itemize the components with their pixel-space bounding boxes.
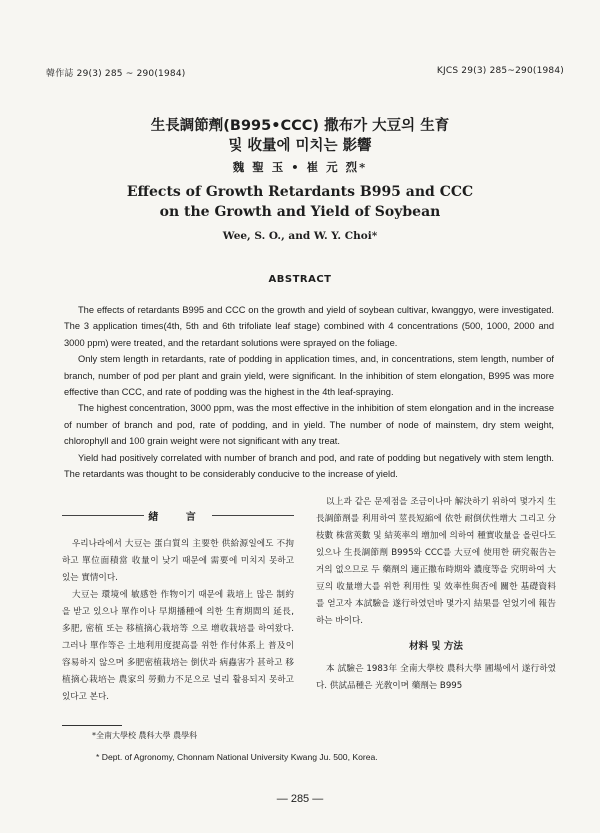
right-column — [316, 494, 556, 695]
english-authors: Wee, S. O., and W. Y. Choi* — [222, 230, 378, 242]
methods-paragraph: 本 試驗은 1983年 全南大學校 農科大學 圃場에서 遂行하였다. 供試品種은 光敎이며 藥劑는 B995 — [316, 664, 556, 691]
intro-paragraph: 우리나라에서 大豆는 蛋白質의 主要한 供給源일에도 不拘하고 單位面積當 收量이 낮기 때문에 需要에 미치지 못하고 있는 實情이다. — [62, 539, 294, 583]
abstract-paragraph: The highest concentration, 3000 ppm, was the most effective in the inhibition of stem elongation and in the increase of number of branch and pod, rate of podding, and in yield. The number of node of mainstem, dry stem weight, chlorophyll and 100 grain weight were not significant with any treat. — [64, 403, 554, 447]
intro-paragraph: 以上과 같은 문제점을 조금이나마 解決하기 위하여 몇가지 生長調節劑를 利用하여 莖長短縮에 依한 耐倒伏性增大 그리고 分枝數 株當莢數 및 結莢率의 增加에 의하여 種實收量을 올린다도 있으나 生長調節劑 B995와 CCC를 大豆에 使用한 硏究報告는 거의 없으므로 두 藥劑의 適正撒布時期와 濃度等을 究明하여 大豆의 收量增大를 위한 利用性 및 效率性與否에 關한 基礎資料를 얻고자 本試驗을 遂行하였던바 몇가지 結果를 얻었기에 報告하는 바이다. — [316, 497, 556, 626]
korean-authors: 魏 聖 玉 • 崔 元 烈* — [232, 160, 368, 174]
english-title-line1: Effects of Growth Retardants B995 and CCC — [126, 184, 474, 200]
left-column — [62, 536, 294, 706]
abstract-body — [64, 302, 554, 482]
divider-line — [212, 515, 294, 516]
abstract-paragraph: The effects of retardants B995 and CCC on the growth and yield of soybean cultivar, kwanggyo, were investigated. The 3 application times(4th, 5th and 6th trifoliate leaf stage) combined with 4 concentrations (500, 1000, 2000 and 3000 ppm) were treated, and the retardant solutions were sprayed on the foliage. — [64, 305, 554, 348]
intro-heading: 緖 言 — [148, 512, 208, 523]
intro-paragraph: 大豆는 環境에 敏感한 作物이기 때문에 栽培上 많은 制約을 받고 있으나 單作이나 早期播種에 의한 生育期間의 延長, 多肥, 密植 또는 移植摘心栽培等 으로 增收栽培를 하여왔다. 그러나 單作等은 土地利用度提高를 위한 作付体系上 普及이 容易하지 않으며 多肥密植栽培는 倒伏과 病蟲害가 甚하고 移植摘心栽培는 農家의 勞動力不足으로 널리 활용되지 못하고 있다고 본다. — [62, 590, 294, 702]
methods-heading: 材料 및 方法 — [409, 641, 463, 652]
abstract-heading: ABSTRACT — [268, 274, 332, 285]
running-header-right: KJCS 29(3) 285~290(1984) — [436, 66, 564, 76]
korean-title-line2: 및 收量에 미치는 影響 — [228, 138, 372, 154]
footnote-korean: *全南大學校 農科大學 農學科 — [92, 731, 198, 740]
footnote-english: * Dept. of Agronomy, Chonnam National University Kwang Ju. 500, Korea. — [96, 752, 378, 762]
english-title-line2: on the Growth and Yield of Soybean — [159, 204, 441, 220]
footnote-rule — [62, 725, 122, 726]
abstract-paragraph: Yield had positively correlated with number of branch and pod, and rate of podding but negatively with stem length. The retardants was thought to be considerably conducive to the increase of yield. — [64, 452, 554, 480]
running-header-left: 韓作誌 29(3) 285 ~ 290(1984) — [46, 69, 186, 79]
intro-heading-divider — [62, 508, 294, 522]
korean-title-line1: 生長調節劑(B995•CCC) 撒布가 大豆의 生育 — [150, 118, 450, 134]
abstract-paragraph: Only stem length in retardants, rate of podding in application times, and, in concentrations, stem length, number of branch, number of pod per plant and grain yield, were significant. In the inhibition of stem elongation, B995 was more effective than CCC, and rate of podding was the highest in the 4th leaf-spraying. — [64, 354, 554, 398]
page-number: — 285 — — [276, 793, 324, 805]
